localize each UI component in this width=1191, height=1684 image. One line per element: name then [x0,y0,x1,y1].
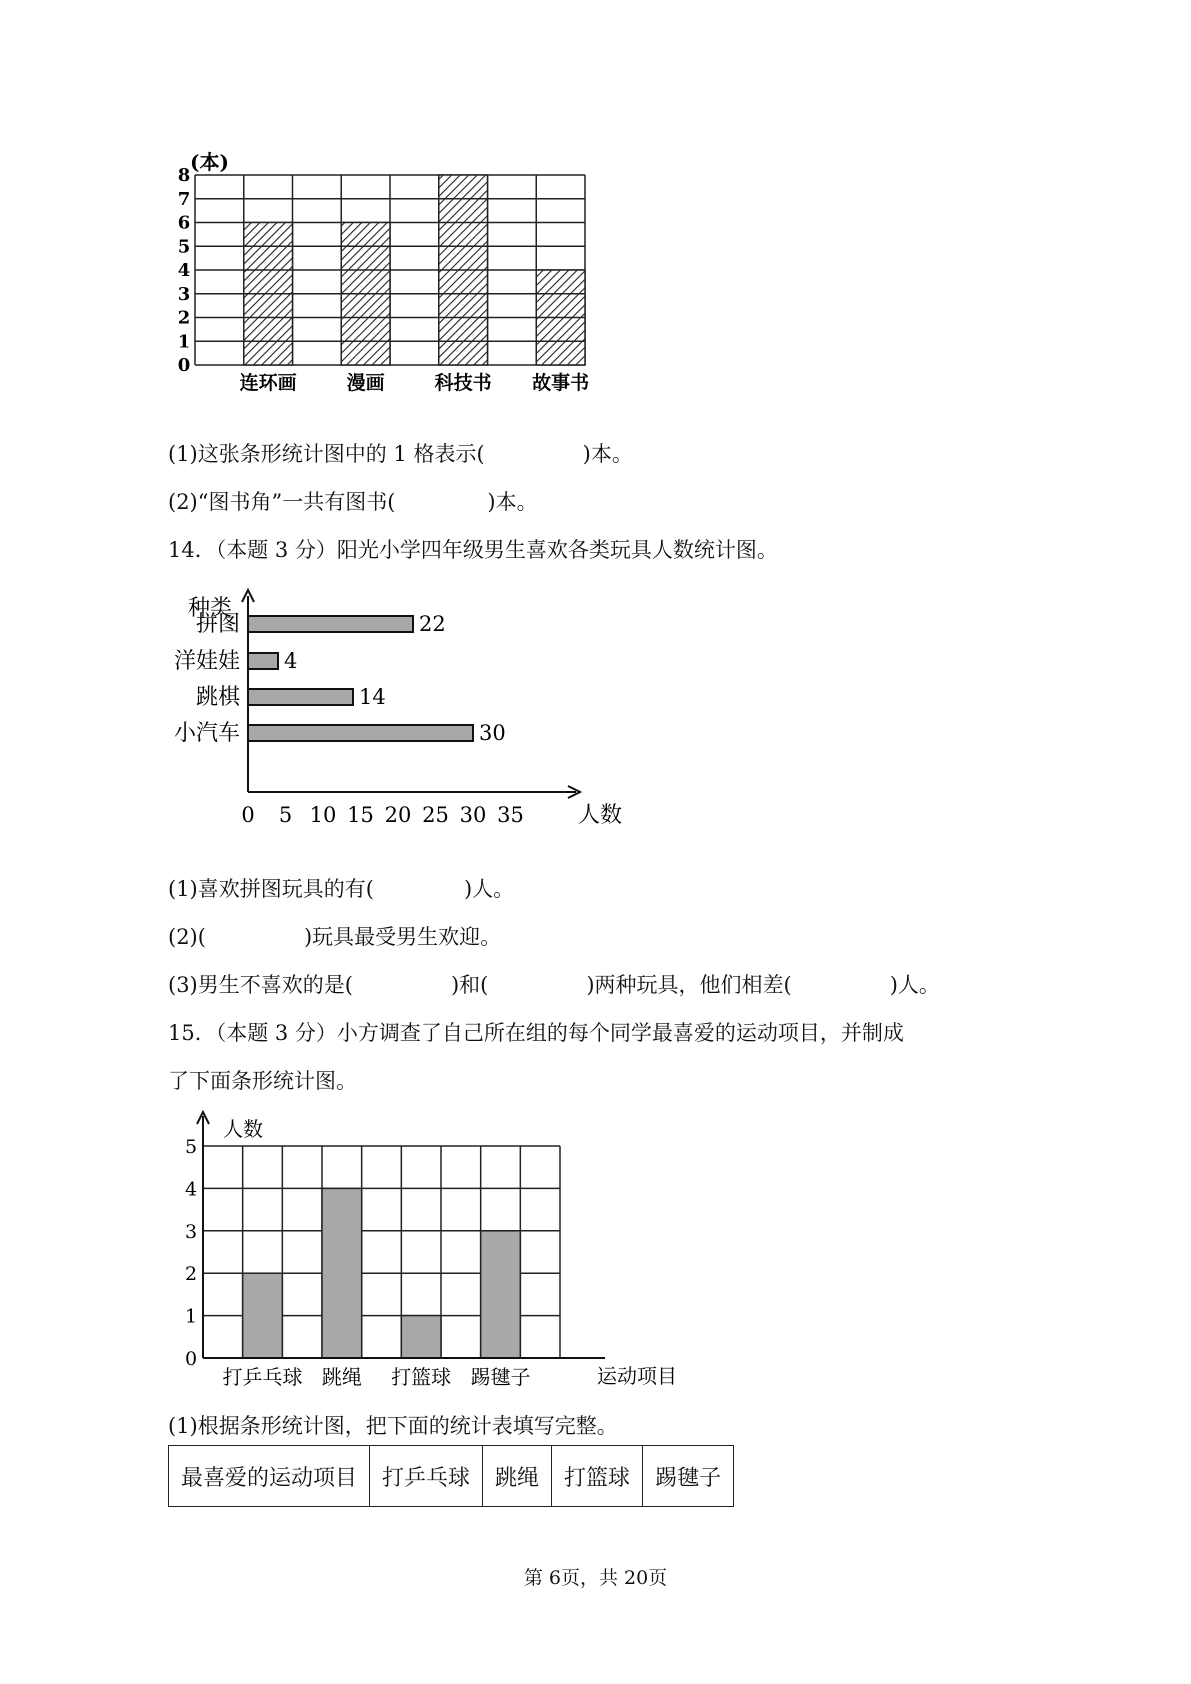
table-header-label: 最喜爱的运动项目 [169,1446,370,1507]
value-label: 30 [479,721,506,745]
x-tick-label: 20 [384,803,412,827]
category-label: 漫画 [346,372,385,394]
bar-踢毽子 [481,1231,521,1358]
bar-拼图 [248,616,413,632]
bar-小汽车 [248,725,473,741]
x-tick-label: 5 [278,803,293,827]
chart2-y-axis-title: 种类 [187,596,233,621]
q14-title: 14．（本题 3 分）阳光小学四年级男生喜欢各类玩具人数统计图。 [168,538,778,562]
bar-跳绳 [322,1188,362,1358]
table-header-cell: 打篮球 [552,1446,643,1507]
y-tick-label: 2 [177,307,191,329]
toy-bar-chart [160,580,640,840]
chart3-x-axis-title: 运动项目 [597,1364,677,1388]
q13-sub1: (1)这张条形统计图中的 1 格表示( )本。 [168,442,633,466]
x-tick-label: 30 [459,803,487,827]
book-bar-chart [150,145,670,425]
y-tick-label: 4 [185,1178,198,1201]
y-tick-label: 6 [177,212,191,234]
value-label: 4 [284,649,298,673]
sport-bar-chart [185,1108,685,1398]
chart1-y-unit-label: (本) [190,150,229,174]
category-label: 洋娃娃 [173,649,240,674]
category-label: 打乒乓球 [222,1365,303,1389]
q14-sub3: (3)男生不喜欢的是( )和( )两种玩具，他们相差( )人。 [168,973,940,997]
x-tick-label: 10 [309,803,337,827]
category-label: 跳棋 [195,685,240,710]
category-label: 连环画 [239,372,297,394]
table-row [169,1446,734,1507]
q15-sub1: (1)根据条形统计图，把下面的统计表填写完整。 [168,1414,618,1438]
q13-sub2: (2)“图书角”一共有图书( )本。 [168,490,538,514]
q14-sub1: (1)喜欢拼图玩具的有( )人。 [168,877,515,901]
chart3-y-axis-title: 人数 [223,1117,263,1141]
x-tick-label: 15 [347,803,374,827]
y-tick-label: 7 [177,188,191,210]
y-tick-label: 1 [177,331,191,353]
value-label: 22 [419,612,446,636]
category-label: 小汽车 [173,721,240,746]
x-tick-label: 25 [422,803,449,827]
page-footer: 第 6页，共 20页 [523,1567,668,1589]
y-tick-label: 8 [177,165,191,186]
chart2-x-axis-title: 人数 [578,803,623,828]
y-tick-label: 0 [185,1348,198,1370]
q15-title-line2: 了下面条形统计图。 [168,1069,357,1093]
table-header-cell: 跳绳 [483,1446,552,1507]
table-header-cell: 打乒乓球 [370,1446,483,1507]
table-header-cell: 踢毽子 [643,1446,734,1507]
y-tick-label: 3 [177,283,191,305]
category-label: 科技书 [434,372,492,394]
bar-洋娃娃 [248,653,278,669]
x-tick-label: 0 [241,803,255,827]
y-tick-label: 5 [177,236,191,258]
category-label: 拼图 [195,612,240,637]
bar-打乒乓球 [243,1273,283,1358]
value-label: 14 [359,685,386,709]
y-tick-label: 2 [185,1263,198,1286]
category-label: 踢毽子 [470,1365,531,1389]
y-tick-label: 4 [177,260,191,281]
sport-statistics-table [168,1445,734,1507]
q14-sub2: (2)( )玩具最受男生欢迎。 [168,925,502,949]
category-label: 故事书 [532,372,590,394]
category-label: 打篮球 [391,1365,452,1389]
y-tick-label: 5 [185,1136,198,1158]
q15-title-line1: 15．（本题 3 分）小方调查了自己所在组的每个同学最喜爱的运动项目，并制成 [168,1021,904,1045]
bar-打篮球 [401,1316,441,1358]
y-tick-label: 1 [185,1305,198,1328]
y-tick-label: 0 [177,355,191,376]
x-tick-label: 35 [497,803,524,827]
y-tick-label: 3 [185,1220,198,1243]
bar-跳棋 [248,689,353,705]
category-label: 跳绳 [321,1365,362,1389]
